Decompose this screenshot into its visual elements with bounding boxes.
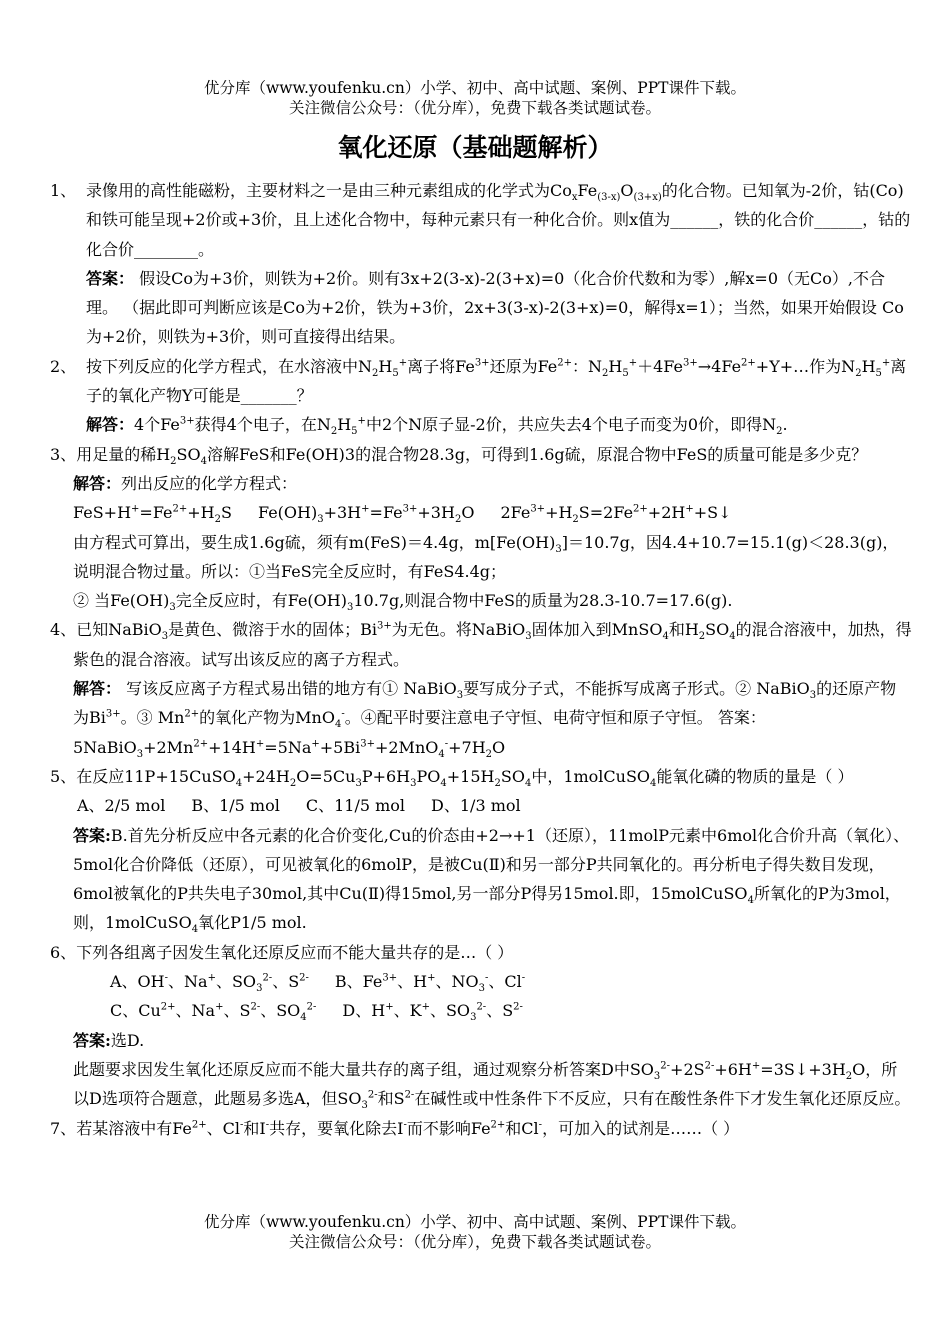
question-number: 4、 bbox=[50, 620, 77, 640]
question-6-options-row-2: C、$Cu^{2+}$、Na+、$S^{2-}$、$SO_4^{2-}$ D、H+、K+、$SO_3^{2-}$、$S^{2-}$ bbox=[110, 1001, 523, 1024]
option-d: D、1/3 mol bbox=[431, 796, 521, 816]
answer-3: 解答：列出反应的化学方程式： $FeS+H^+=Fe^{2+}+H_2S$ $Fe(OH)_3+3H^+=Fe^{3+}+3H_2O$ $2Fe^{3+}+H_2S=2Fe^{2+}+2H^++S↓$ 由方程式可算出，要生成1.6g硫，须有m(FeS)＝4.4g，$m[Fe(OH)_3]=10.7g$，因4.4+10.7=15.1(g)＜28.3(g)，说明混合物过量。所以：①当FeS完全反应时，有FeS4.4g； ② 当$Fe(OH)_3$完全反应时，有$Fe(OH)_310.7g$,则混合物中FeS的质量为28.3-10.7=17.6(g). bbox=[50, 469, 912, 615]
option-b: B、1/5 mol bbox=[191, 796, 280, 816]
question-number: 5、 bbox=[50, 766, 77, 786]
question-number: 3、 bbox=[50, 444, 77, 464]
answer-1: 答案： 假设Co为+3价，则铁为+2价。则有3x+2(3-x)-2(3+x)=0（化合价代数和为零）,解x=0（无Co）,不合理。 （据此即可判断应该是Co为+2价，铁为+3价，2x+3(3-x)-2(3+x)=0，解得x=1）；当然，如果开始假设 Co为+2价，则铁为+3价，则可直接得出结果。 bbox=[86, 268, 904, 347]
answer-6: 答案:选D. 此题要求因发生氧化还原反应而不能大量共存的离子组，通过观察分析答案D中$SO_3^{2-}+2S^{2-}+6H^+=3S↓+3H_2O$，所以D选项符合题意，此题易多选A，但$SO_3^{2-}$和$S^{2-}$在碱性或中性条件下不反应，只有在酸性条件下才发生氧化还原反应。 bbox=[73, 1030, 911, 1112]
question-6: 6、下列各组离子因发生氧化还原反应而不能大量共存的是…（ ） bbox=[50, 942, 514, 962]
solution-label: 解答： bbox=[73, 473, 122, 493]
equations: $FeS+H^+=Fe^{2+}+H_2S$ $Fe(OH)_3+3H^+=Fe^{3+}+3H_2O$ $2Fe^{3+}+H_2S=2Fe^{2+}+2H^++S↓$ bbox=[73, 503, 732, 526]
solution-label: 解答： bbox=[86, 415, 135, 435]
document-body bbox=[50, 176, 912, 1143]
answer-label: 答案: bbox=[73, 825, 111, 845]
question-2: 2、 按下列反应的化学方程式，在水溶液中$N_2H_5^+$离子将$Fe^{3+}$还原为$Fe^{2+}$：$N_2H_5^++4Fe^{3+}\to 4Fe^{2+}+Y+\dots$作为$N_2H_5^+$离子的氧化产物Y可能是_______？ bbox=[50, 352, 912, 411]
footer-line-2: 关注微信公众号：（优分库），免费下载各类试题试卷。 bbox=[288, 1233, 661, 1251]
question-4: 4、已知NaBiO$_3$是黄色、微溶于水的固体；$Bi^{3+}$为无色。将NaBiO$_3$固体加入到MnSO$_4$和$H_2SO_4$的混合溶液中，加热，得紫色的混合溶液。试写出该反应的离子方程式。 bbox=[50, 620, 912, 669]
option-a: A、2/5 mol bbox=[77, 796, 166, 816]
header-line-1: 优分库（www.youfenku.cn）小学、初中、高中试题、案例、PPT课件下载。 bbox=[203, 79, 747, 97]
page-footer bbox=[0, 1212, 950, 1252]
answer-6-choice: 选D. bbox=[110, 1030, 145, 1050]
question-5: 5、在反应$11P+15CuSO_4+24H_2O=5Cu_3P+6H_3PO_4+15H_2SO_4$中，1molCuSO$_4$能氧化磷的物质的量是（ ） bbox=[50, 766, 854, 790]
answer-2: 解答：4个$Fe^{3+}$获得4个电子，在$N_2H_5^+$中2个N原子显-2价，共应失去4个电子而变为0价，即得$N_2$. bbox=[86, 415, 788, 438]
solution-label: 解答： bbox=[73, 679, 122, 699]
page-header bbox=[0, 78, 950, 118]
question-3: 3、用足量的稀$H_2SO_4$溶解FeS和Fe(OH)3的混合物28.3g，可得到1.6g硫，原混合物中FeS的质量可能是多少克？ bbox=[50, 444, 868, 467]
question-number: 7、 bbox=[50, 1118, 77, 1138]
question-1: 1、 录像用的高性能磁粉，主要材料之一是由三种元素组成的化学式为$Co_xFe_{(3-x)}O_{(3+x)}$的化合物。已知氧为-2价，钴(Co)和铁可能呈现+2价或+3价，且上述化合物中，每种元素只有一种化合价。则x值为______，铁的化合价______，钴的化合价________。 bbox=[50, 176, 912, 264]
footer-line-1: 优分库（www.youfenku.cn）小学、初中、高中试题、案例、PPT课件下载。 bbox=[203, 1213, 747, 1231]
answer-label: 答案： bbox=[86, 268, 135, 288]
answer-4: 解答： 写该反应离子方程式易出错的地方有① NaBiO$_3$要写成分子式，不能拆写成离子形式。② NaBiO$_3$的还原产物为$Bi^{3+}$。③ $Mn^{2+}$的氧化产物为MnO$_4$-。④配平时要注意电子守恒、电荷守恒和原子守恒。 答案：$5NaBiO_3+2Mn^{2+}+14H^+=5Na^++5Bi^{3+}+2MnO_4^-+7H_2O$ bbox=[73, 679, 897, 760]
option-c: C、11/5 mol bbox=[305, 796, 406, 816]
answer-5: 答案:B.首先分析反应中各元素的化合价变化,Cu的价态由+2→+1（还原），11molP元素中6mol化合价升高（氧化）、5mol化合价降低（还原），可见被氧化的6molP，是被Cu(Ⅱ)和另一部分P共同氧化的。再分析电子得失数目发现，6mol被氧化的P共失电子30mol,其中Cu(Ⅱ)得15mol,另一部分P得另15mol.即，15molCuSO$_4$所氧化的P为3mol，则，1molCuSO$_4$氧化P1/5 mol. bbox=[73, 825, 910, 936]
question-number: 6、 bbox=[50, 942, 77, 962]
answer-label: 答案: bbox=[73, 1030, 111, 1050]
question-5-options bbox=[50, 791, 912, 820]
question-number: 1、 bbox=[50, 181, 77, 200]
question-number: 2、 bbox=[50, 356, 77, 376]
question-7: 7、若某溶液中有$Fe^{2+}$、Cl-和I-共存，要氧化除去I-而不影响$Fe^{2+}$和Cl-，可加入的试剂是……（ ） bbox=[50, 1118, 740, 1138]
header-line-2: 关注微信公众号：（优分库），免费下载各类试题试卷。 bbox=[288, 99, 661, 117]
page-title: 氧化还原（基础题解析） bbox=[337, 133, 613, 162]
question-6-options-row-1: A、OH-、Na+、$SO_3^{2-}$、$S^{2-}$ B、$Fe^{3+}$、H+、$NO_3^-$、Cl- bbox=[110, 972, 526, 995]
